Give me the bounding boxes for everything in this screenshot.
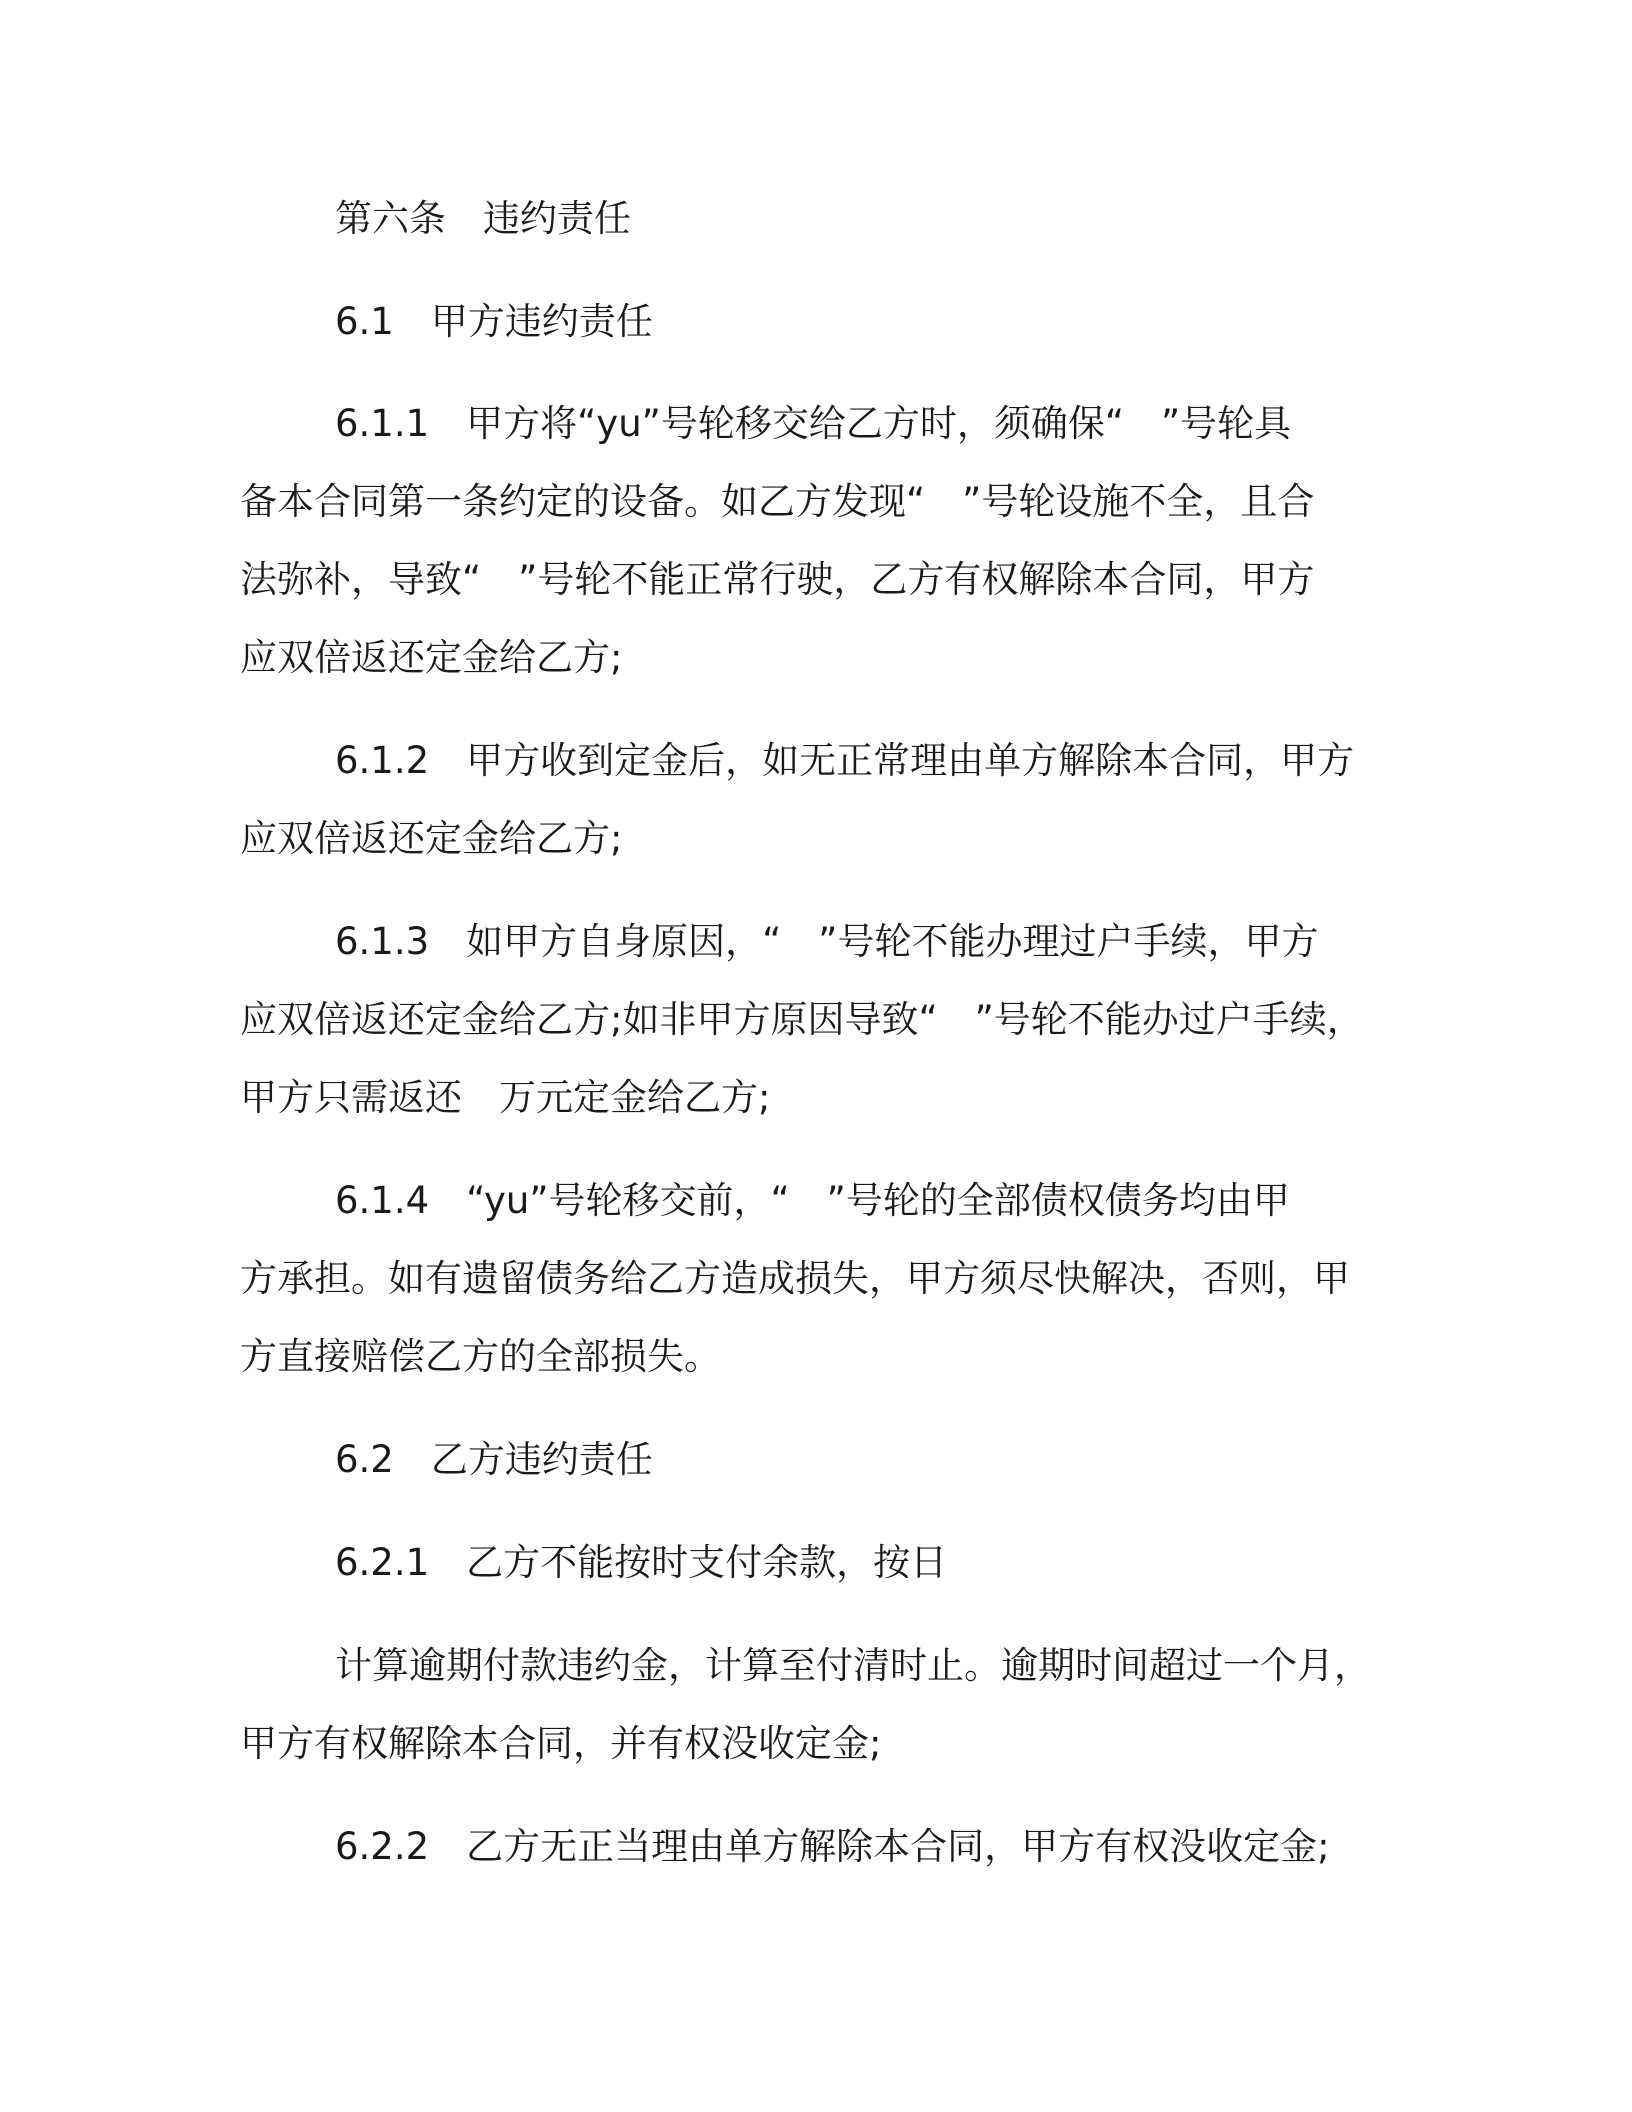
paragraph-line: 计算逾期付款违约金，计算至付清时止。逾期时间超过一个月， [335,1644,1371,1687]
article-heading: 第六条 违约责任 [335,197,631,240]
paragraph-line: 方承担。如有遗留债务给乙方造成损失，甲方须尽快解决，否则，甲 [240,1257,1350,1300]
paragraph-line: 甲方有权解除本合同，并有权没收定金; [240,1722,882,1765]
paragraph-line: 法弥补，导致“ ”号轮不能正常行驶，乙方有权解除本合同，甲方 [240,558,1315,601]
section-heading: 6.2 乙方违约责任 [335,1438,653,1481]
paragraph-line: 6.2.2 乙方无正当理由单方解除本合同，甲方有权没收定金; [335,1825,1330,1868]
paragraph-line: 备本合同第一条约定的设备。如乙方发现“ ”号轮设施不全，且合 [240,480,1315,523]
paragraph-line: 6.1.3 如甲方自身原因，“ ”号轮不能办理过户手续，甲方 [335,920,1319,963]
paragraph-line: 6.1.4 “yu”号轮移交前，“ ”号轮的全部债权债务均由甲 [335,1179,1290,1222]
paragraph-line: 6.2.1 乙方不能按时支付余款，按日 [335,1541,948,1584]
section-heading: 6.1 甲方违约责任 [335,300,653,343]
paragraph-line: 应双倍返还定金给乙方; [240,817,623,860]
paragraph-line: 甲方只需返还 万元定金给乙方; [240,1076,771,1119]
paragraph-line: 应双倍返还定金给乙方; [240,636,623,679]
paragraph-line: 方直接赔偿乙方的全部损失。 [240,1335,721,1378]
paragraph-line: 应双倍返还定金给乙方;如非甲方原因导致“ ”号轮不能办过户手续， [240,998,1364,1041]
paragraph-line: 6.1.2 甲方收到定金后，如无正常理由单方解除本合同，甲方 [335,739,1355,782]
paragraph-line: 6.1.1 甲方将“yu”号轮移交给乙方时，须确保“ ”号轮具 [335,402,1292,445]
